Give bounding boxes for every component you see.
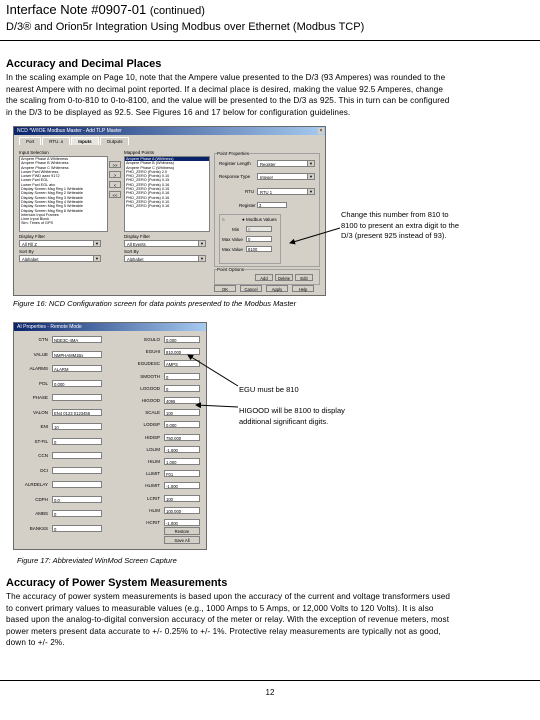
list-item[interactable]: Display Screen Msg Reg 3 Writeable [21, 195, 83, 200]
field-label: VALUE [33, 351, 48, 357]
tab-inputs[interactable]: Inputs [71, 137, 99, 145]
field-label: LOLIM [146, 446, 160, 452]
register-input[interactable]: 3 [257, 202, 287, 208]
window-title: AI Properties - Remote Mode [17, 324, 82, 330]
field-input[interactable]: 750.000 [164, 434, 200, 441]
point-options-label: Point Options [217, 267, 245, 272]
field-label: HLIMIT [145, 483, 160, 489]
field-input[interactable]: 0.000 [164, 421, 200, 428]
chevron-down-icon: ▼ [198, 241, 205, 246]
save-all-button[interactable]: Save All [164, 536, 200, 544]
right-filter-label: Display Filter [124, 234, 151, 239]
document-subtitle: D/3® and Orion5r Integration Using Modbus over Ethernet (Modbus TCP) [6, 21, 365, 33]
figure16-callout: Change this number from 810 to 8100 to present an extra digit to the D/3 (present 925 instead of 93). [341, 210, 459, 240]
right-sort-value: Alphabet [127, 257, 144, 262]
field-label: BANKSS [29, 525, 48, 531]
rtu-label: RTU [245, 189, 255, 194]
field-label: AMBS [35, 511, 48, 516]
add-one-button[interactable]: > [109, 171, 121, 178]
add-mapping-button[interactable]: >> [109, 161, 121, 168]
field-input[interactable]: F01 [164, 470, 200, 477]
tab-rtus[interactable]: RTU..s [42, 137, 70, 145]
field-input[interactable]: 0 [164, 385, 200, 392]
register-length-value: Register [260, 162, 276, 167]
tab-port[interactable]: Port [19, 137, 41, 145]
section2-paragraph [6, 591, 538, 649]
radio-modbus-values[interactable]: ● Modbus Values [242, 217, 277, 222]
egu-callout: EGU must be 810 [239, 385, 299, 394]
arrow-to-eguhi [188, 355, 238, 386]
list-item[interactable]: Lime Input Block [21, 217, 50, 222]
field-label: PHASE [32, 395, 48, 400]
point-properties-label: Point Properties [217, 151, 250, 156]
list-item[interactable]: PHD_ZERO (Points) 0.15 [126, 187, 170, 192]
list-item[interactable]: Display Screen Msg Reg 2 Writeable [21, 191, 83, 196]
higood-callout: HIGOOD will be 8100 to display additional significant digits. [239, 406, 345, 426]
left-sort-value: Alphabet [22, 257, 39, 262]
right-sort-label: Sort By [124, 249, 139, 254]
list-item[interactable]: Ampere Phase A (Whitness) [125, 157, 209, 161]
field-input[interactable]: 100 [164, 495, 200, 502]
min-label: Min [232, 227, 240, 232]
ok-button[interactable]: OK [214, 285, 236, 292]
field-input[interactable]: -1.000 [164, 482, 200, 489]
field-input[interactable]: -1.000 [164, 519, 200, 526]
field-label: ALRDELAY [24, 482, 48, 487]
max-value-label-2: Max Value [222, 247, 243, 252]
paragraph-line: based upon the analog-to-digital conversion accuracy of the meter or relay. With the exception of revenue meters, most [6, 615, 450, 624]
paragraph-line: the scaling from 0-to-810 to 0-to-8100, and the value will be presented to the D/3 as 925. This in turn can be configured [6, 96, 450, 105]
field-label: VALON [33, 409, 48, 415]
field-input[interactable]: 0.000 [164, 336, 200, 343]
field-input[interactable]: 0.000 [52, 380, 102, 387]
field-label: CCN [38, 453, 48, 458]
title-text: Interface Note #0907-01 [6, 2, 147, 17]
field-input[interactable]: NDE3C-4MA [52, 336, 102, 343]
max-value-input-1[interactable]: 0 [246, 236, 272, 242]
field-label: HIGOOD [141, 398, 160, 403]
field-input[interactable]: 4095 [164, 397, 200, 404]
field-label: LOGOOD [140, 385, 160, 391]
list-item[interactable]: Lower Fwd Whiteness [21, 169, 59, 174]
field-label: ALARMS [29, 366, 48, 371]
arrow-to-max-value [290, 228, 340, 243]
field-label: HIDISP [144, 434, 160, 440]
list-item[interactable]: Lower Fwd EGL [21, 178, 49, 183]
list-item[interactable]: PHD_ZERO (Points) 0.16 [126, 204, 170, 209]
field-label: EGUDESC [137, 361, 160, 367]
paragraph-line: to convert primary values to measurable values (e.g., 1000 Amps to 5 Amps, or 12,000 Volts to 120 Volts). It is also [6, 603, 434, 613]
cancel-button[interactable]: Cancel [240, 285, 262, 292]
restore-button[interactable]: Restore [164, 527, 200, 535]
footer-rule [0, 680, 540, 681]
help-button[interactable]: Help [292, 285, 314, 292]
field-label: HCRIT [146, 520, 160, 525]
list-item[interactable]: Sim: Times of GPS [21, 221, 54, 226]
list-item[interactable]: Display Screen Msg Reg 6 Writeable [21, 208, 83, 213]
list-item[interactable]: Ampere Phase B (Whitness) [126, 161, 174, 166]
max-value-label-1: Max Value [222, 237, 243, 242]
field-label: HILIM [147, 459, 160, 464]
field-label: GTN [38, 337, 48, 342]
apply-button[interactable]: Apply [266, 285, 288, 292]
remove-all-button[interactable]: << [109, 191, 121, 198]
paragraph-line: power meters present data accurate to +/- 0.25% to +/- 1%. Protective relay measurements are typically not as good, [6, 626, 441, 636]
field-input[interactable]: 0.0 [52, 496, 102, 503]
edit-button[interactable]: Edit [295, 274, 313, 281]
figure17-caption: Figure 17: Abbreviated WinMod Screen Capture [17, 556, 177, 565]
list-item[interactable]: PHD_ZERO (Points) 0.16 [126, 182, 170, 187]
field-input[interactable]: 100.000 [164, 507, 200, 514]
chevron-down-icon: ▼ [307, 161, 314, 166]
list-item[interactable]: Display Screen Msg Reg 5 Writeable [21, 204, 83, 209]
list-item[interactable]: PHD_ZERO (Points) 0.16 [126, 191, 170, 196]
list-item[interactable]: Display Screen Msg Reg 1 Writeable [21, 187, 83, 192]
field-label: SCALE [145, 410, 160, 416]
field-label: SMOOTH [140, 373, 160, 379]
field-label: EGUHI [145, 349, 160, 355]
field-input[interactable]: NMPHAMM1Bx [52, 351, 102, 358]
chevron-down-icon: ▼ [93, 241, 100, 246]
input-list-label: Input Selection [19, 150, 49, 155]
paragraph-line: nearest Ampere with no decimal point reported. If a decimal place is desired, making the value 92.5 Amperes, change [6, 84, 444, 94]
register-length-label: Register Length [219, 161, 251, 166]
chevron-down-icon: ▼ [198, 256, 205, 261]
max-value-input-2[interactable]: 8100 [246, 246, 272, 252]
response-type-value: Integer [260, 175, 274, 180]
close-icon[interactable]: × [319, 128, 323, 134]
page-number: 12 [265, 688, 275, 697]
paragraph-line: in the D/3 to be displayed as 92.5. See Figures 16 and 17 below for configuration guidelines. [6, 107, 351, 117]
field-input[interactable]: -1.000 [164, 446, 200, 453]
list-item[interactable]: PHD_ZERO (Points) 0.10 [126, 174, 170, 179]
right-filter-value: All Events [127, 242, 146, 247]
field-label: LODISP [143, 422, 160, 428]
mapped-list-label: Mapped Points [124, 150, 155, 155]
title-suffix: (continued) [149, 5, 205, 17]
list-item[interactable]: PHD_ZERO (Points) 2.0 [126, 169, 168, 174]
remove-one-button[interactable]: < [109, 181, 121, 188]
left-filter-value: All Fill Z [22, 242, 37, 247]
chevron-down-icon: ▼ [93, 256, 100, 261]
field-label: HLIM [149, 507, 160, 513]
response-type-label: Response Type [219, 174, 251, 179]
field-label: EGULO [144, 337, 160, 342]
list-item[interactable]: PHD_ZERO (Points) 0.16 [126, 195, 170, 200]
list-item[interactable]: Ampere Phase A Whiteness [21, 157, 69, 161]
paragraph-line: In the scaling example on Page 10, note that the Ampere value presented to the D/3 (93 Amperes) was rounded to the [6, 73, 446, 82]
field-label: DCI [40, 467, 48, 473]
list-item[interactable]: Interlock Input Frames [21, 212, 59, 217]
field-input[interactable]: ALARM [52, 365, 102, 372]
list-item[interactable]: Display Screen Msg Reg 4 Writeable [21, 199, 83, 204]
delete-button[interactable]: Delete [275, 274, 293, 281]
field-input[interactable]: 1.000 [164, 458, 200, 465]
list-item[interactable]: Ampere Phase C (Whitness) [126, 165, 175, 170]
list-item[interactable]: Lower Fwd EGL abc [21, 182, 56, 187]
register-label: Register [239, 203, 256, 208]
chevron-down-icon: ▼ [307, 189, 314, 194]
min-input[interactable]: 0 [246, 226, 272, 232]
field-label: CDPH [35, 496, 48, 502]
paragraph-line: down to +/- 2%. [6, 638, 65, 647]
field-input[interactable]: 0 [52, 438, 102, 445]
field-label: POL [38, 380, 48, 386]
window-title: NCD *W/IOE Modbus Master - Add TLP Master [17, 128, 122, 134]
left-filter-label: Display Filter [19, 234, 46, 239]
list-item[interactable]: Lower FWD aaxx 9172 [21, 174, 60, 179]
add-button[interactable]: Add [255, 274, 273, 281]
field-input[interactable]: EN4 0123 0123456 [52, 409, 102, 416]
list-item[interactable]: Ampere Phase B Whiteness [21, 161, 69, 166]
radio-off-icon[interactable]: ○ [222, 217, 225, 222]
field-input[interactable]: 0 [52, 510, 102, 517]
field-input[interactable]: 100 [164, 409, 200, 416]
field-label: LCRIT [146, 495, 160, 501]
chevron-down-icon: ▼ [307, 174, 314, 179]
tab-outputs[interactable]: Outputs [100, 137, 130, 145]
rtu-value: RTU 1 [260, 190, 273, 195]
field-label: ST-FIL [34, 438, 48, 444]
field-label: LLIMIT [145, 471, 160, 477]
field-label: ENI [40, 424, 48, 429]
list-item[interactable]: Ampere Phase C Whiteness [21, 165, 69, 170]
field-input[interactable]: 810.000 [164, 348, 200, 355]
left-sort-label: Sort By [19, 249, 34, 254]
arrow-to-higood [196, 405, 238, 407]
section-heading-power-accuracy: Accuracy of Power System Measurements [6, 577, 228, 589]
section-heading-accuracy: Accuracy and Decimal Places [6, 58, 162, 70]
radio-label: Modbus Values [245, 217, 277, 222]
list-item[interactable]: PHD_ZERO (Points) 0.10 [126, 199, 170, 204]
field-input[interactable]: AMPS [164, 360, 200, 367]
field-input[interactable]: 0 [52, 525, 102, 532]
paragraph-line: The accuracy of power system measurements is based upon the accuracy of the current and voltage transformers used [6, 592, 451, 601]
field-input[interactable]: 0 [164, 373, 200, 380]
list-item[interactable]: PHD_ZERO (Points) 0.15 [126, 178, 170, 183]
field-input[interactable]: 10 [52, 423, 102, 430]
figure16-caption: Figure 16: NCD Configuration screen for data points presented to the Modbus Master [13, 299, 297, 308]
